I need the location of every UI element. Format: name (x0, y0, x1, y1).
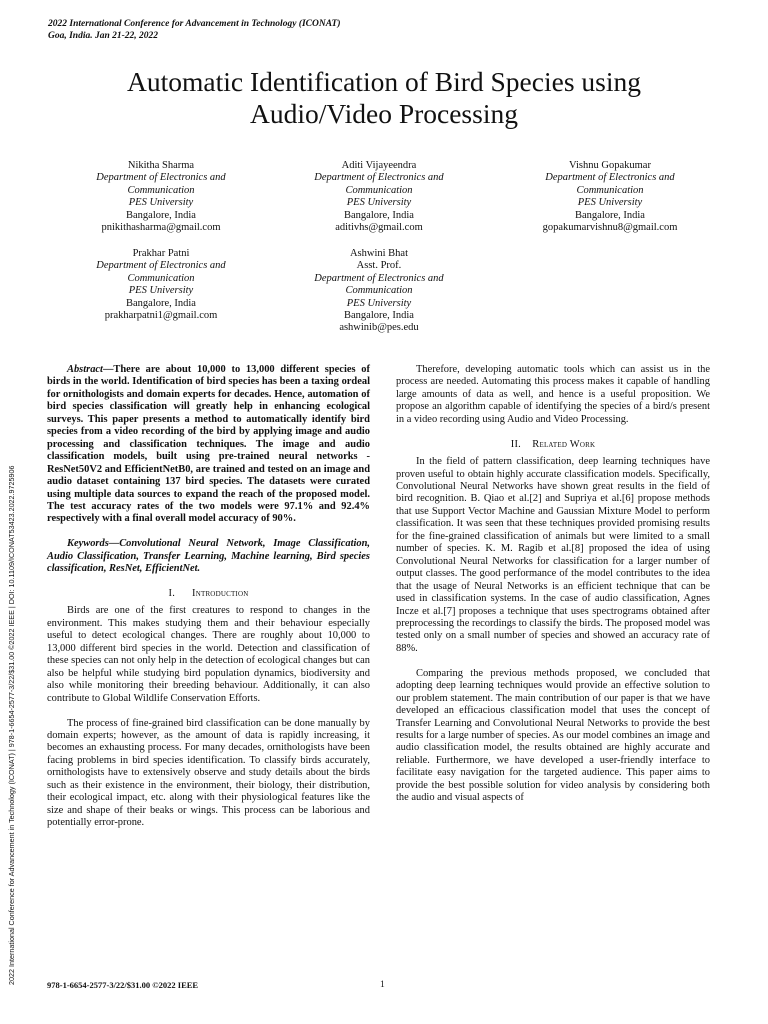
author-role: Asst. Prof. (356, 260, 402, 272)
author-email: ashwinib@pes.edu (339, 322, 419, 334)
author-university: PES University (346, 297, 412, 309)
related-paragraph-2: Comparing the previous methods proposed, we concluded that adopting deep learning techniques would provide an effective solution to our problem statement. The main contribution of our paper is that we have developed an efficacious classification model that uses the concept of Transfer Learning and Convolutional Neural Networks to provide the best results for a large number of species. As our model combines an image and audio classification model, the results obtained are highly accurate and reliable. Furthermore, we have developed a user-friendly interface to facilitate easy navigation for the targeted audience. This paper aims to provide the best possible solution for video analysis by considering both the audio and visual aspects of (396, 667, 710, 804)
abstract-text: —There are about 10,000 to 13,000 different species of birds in the world. Identification of bird species has been a taxing ordeal for ornithologists and domain experts for decades. Hence, automation of bird species classification will greatly help in enhancing ecological surveys. This paper presents a method to automatically identify bird species from a video recording of the bird by applying image and audio processing and classification techniques. The image and audio classification models, built using pre-trained neural networks - ResNet50V2 and EfficientNetB0, are trained and tested on an image and audio dataset containing 137 bird species. The datasets were curated using multiple data sources to expand the reach of the proposed model. The test accuracy rates of the two models were 97.1% and 92.4% respectively with a final overall model accuracy of 90%. (47, 364, 370, 525)
author-department-cont: Communication (127, 184, 195, 196)
author-city: Bangalore, India (126, 209, 196, 221)
page-number: 1 (380, 980, 385, 990)
author-email: pnikithasharma@gmail.com (101, 222, 221, 234)
paper-title (60, 66, 708, 130)
author-department: Department of Electronics and (96, 260, 226, 272)
left-column (47, 364, 370, 842)
author-department-cont: Communication (576, 184, 644, 196)
section-heading-related-work (396, 439, 710, 451)
author-name: Ashwini Bhat (349, 248, 409, 259)
author-department-cont: Communication (345, 184, 413, 196)
author-department-cont: Communication (345, 285, 413, 297)
author-department: Department of Electronics and (314, 272, 444, 284)
author-block-5 (279, 248, 479, 335)
abstract-lead: Abstract (67, 364, 103, 375)
section-title: Related Work (532, 438, 596, 450)
author-email: aditivhs@gmail.com (335, 222, 423, 234)
related-paragraph-1: In the field of pattern classification, deep learning techniques have proven useful to obtain highly accurate classification models. Specifically, Convolutional Neural Networks have shown great results in the field of bird recognition. B. Qiao et al.[2] and Supriya et al.[6] propose methods that use Support Vector Machine and Gaussian Mixture Model to perform classification. It was seen that these techniques provided promising results for the fine-grained classification of animals but were limited to a small number of species. K. M. Ragib et al.[8] proposed the idea of using Convolutional Neural Networks for classification for a larger number of output classes. The good performance of the model contributes to the idea that the usage of Neural Networks is an efficient technique that can be used in classification systems. In the case of audio classification, Agnes Incze et al.[7] proposes a technique that uses spectrograms obtained after preprocessing the recordings to classify the birds. The proposed model was tested only on a small number of species and showed an accuracy rate of 88%. (396, 456, 710, 654)
author-department-cont: Communication (127, 272, 195, 284)
author-city: Bangalore, India (344, 310, 414, 322)
author-block-4 (61, 248, 261, 322)
intro-paragraph-2: The process of fine-grained bird classification can be done manually by domain experts; however, as the amount of data is rapidly increasing, it becomes an exhausting process. For many decades, ornithologists have been facing problems in bird species identification. To classify birds accurately, ornithologists have to extensively observe and study details about the birds such as their existence in the environment, their biology, their distribution, their ecological impact, etc. along with their physiological features like the size and shape of their beaks or wings. This process can be laborious and potentially error-prone. (47, 717, 370, 829)
keywords-text: —Convolutional Neural Network, Image Classification, Audio Classification, Transfer Learning, Machine learning, Bird species classification, ResNet, EfficientNet. (47, 538, 370, 575)
author-university: PES University (577, 197, 643, 209)
author-name: Aditi Vijayeendra (341, 160, 417, 171)
conference-name: 2022 International Conference for Advancement in Technology (ICONAT) (48, 19, 341, 29)
author-block-1 (61, 160, 261, 234)
section-title: Introduction (192, 588, 249, 600)
author-city: Bangalore, India (126, 297, 196, 309)
author-city: Bangalore, India (344, 209, 414, 221)
doi-sidebar: 2022 International Conference for Advancement in Technology (ICONAT) | 978-1-6654-2577-3/22/$31.00 ©2022 IEEE | DOI: 10.1109/ICONAT53423.2022.9725906 (7, 465, 16, 985)
author-university: PES University (128, 197, 194, 209)
author-department: Department of Electronics and (545, 172, 675, 184)
author-name: Vishnu Gopakumar (569, 160, 651, 171)
conference-location-date: Goa, India. Jan 21-22, 2022 (48, 31, 159, 41)
author-department: Department of Electronics and (314, 172, 444, 184)
footer-isbn: 978-1-6654-2577-3/22/$31.00 ©2022 IEEE (47, 980, 199, 990)
author-department: Department of Electronics and (96, 172, 226, 184)
conference-header (48, 18, 341, 42)
author-city: Bangalore, India (575, 209, 645, 221)
author-email: gopakumarvishnu8@gmail.com (542, 222, 678, 234)
author-email: prakharpatni1@gmail.com (104, 310, 218, 322)
intro-paragraph-3: Therefore, developing automatic tools which can assist us in the process are needed. Automating this process makes it capable of handling large amounts of data as well, and hence is a useful proposition. We propose an algorithm capable of identifying the species of a bird/s present in a video recording using Audio and Video Processing. (396, 364, 710, 425)
author-block-2 (279, 160, 479, 234)
author-name: Prakhar Patni (132, 248, 190, 259)
author-university: PES University (128, 285, 194, 297)
keywords (47, 538, 370, 575)
section-number: II. (510, 438, 521, 450)
author-university: PES University (346, 197, 412, 209)
paper-title-line-1: Automatic Identification of Bird Species using (127, 66, 641, 97)
keywords-lead: Keywords (67, 538, 109, 550)
intro-paragraph-1: Birds are one of the first creatures to respond to changes in the environment. This makes studying them and their behaviour especially useful to detect ecological changes. There are roughly about 10,000 to 13,000 different bird species in the world. Detection and classification of these species can not only help in the detection of ecological changes but can also be helpful while studying bird population dynamics, biodiversity and also while monitoring their breeding behaviour. Additionally, it can also contribute to Global Wildlife Conservation Efforts. (47, 605, 370, 704)
author-block-3 (510, 160, 710, 234)
section-number: I. (168, 588, 176, 600)
author-name: Nikitha Sharma (127, 160, 195, 171)
right-column (396, 364, 710, 817)
paper-title-line-2: Audio/Video Processing (250, 98, 518, 129)
abstract (47, 364, 370, 526)
section-heading-introduction (47, 588, 370, 600)
